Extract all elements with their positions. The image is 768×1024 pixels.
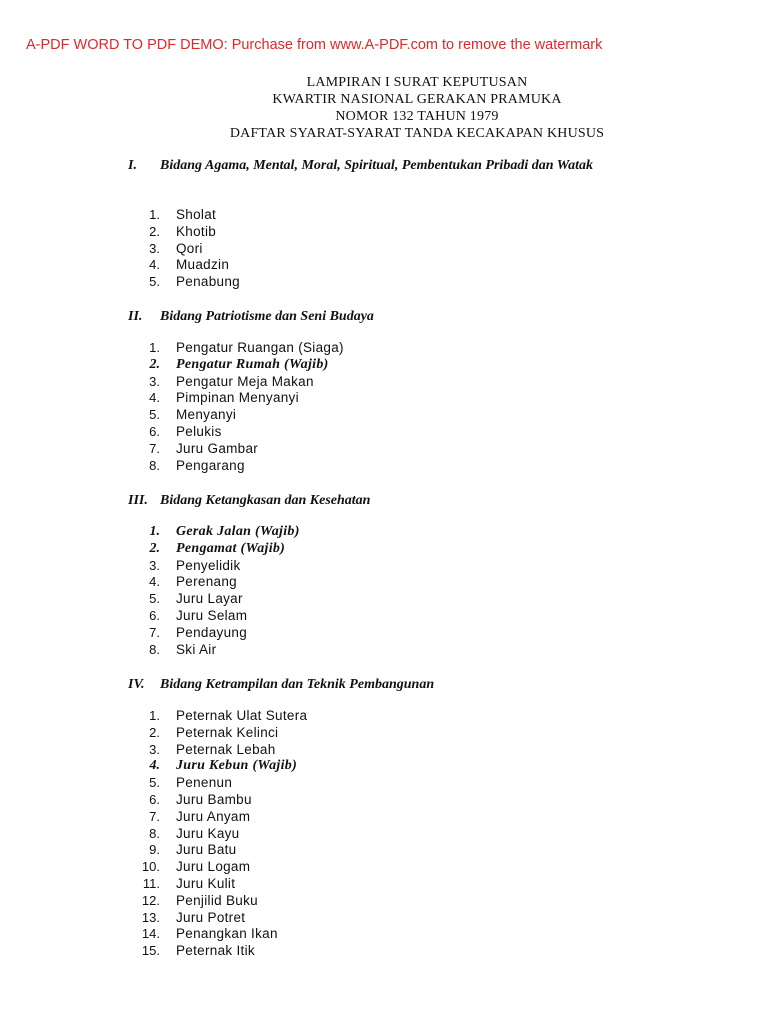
list-item-label: Pendayung bbox=[176, 624, 248, 640]
list-item bbox=[140, 859, 307, 876]
list-item-label: Juru Logam bbox=[176, 859, 251, 875]
list-item-label: Pengamat (Wajib) bbox=[176, 540, 286, 556]
header-line: DAFTAR SYARAT-SYARAT TANDA KECAKAPAN KHUSUS bbox=[229, 126, 605, 141]
list-item-number: 3. bbox=[149, 240, 160, 256]
list-item-label: Juru Potret bbox=[176, 909, 246, 925]
list-item-number: 5. bbox=[149, 407, 160, 423]
list-item-label: Khotib bbox=[176, 223, 217, 239]
list-item-number: 8. bbox=[149, 641, 160, 657]
list-item-number: 8. bbox=[149, 825, 160, 841]
list-item bbox=[140, 274, 240, 291]
list-item-label: Juru Gambar bbox=[176, 440, 259, 456]
list-item-number: 3. bbox=[149, 741, 160, 757]
list-item bbox=[140, 224, 240, 241]
header-line: NOMOR 132 TAHUN 1979 bbox=[335, 109, 499, 124]
list-item-label: Juru Kayu bbox=[176, 825, 240, 841]
list-item-label: Juru Bambu bbox=[176, 791, 252, 807]
list-item-number: 4. bbox=[149, 574, 160, 590]
list-item bbox=[140, 625, 300, 642]
list-item-label: Pengatur Rumah (Wajib) bbox=[176, 356, 329, 372]
list-item-number: 1. bbox=[149, 524, 160, 539]
list-item-number: 1. bbox=[149, 207, 160, 222]
list-item bbox=[140, 424, 344, 441]
list-item-label: Peternak Lebah bbox=[176, 741, 276, 757]
list-item bbox=[140, 742, 307, 759]
list-item bbox=[140, 758, 307, 775]
list-item bbox=[140, 792, 307, 809]
list-item-label: Peternak Kelinci bbox=[176, 724, 279, 740]
section-list-4 bbox=[140, 708, 307, 960]
list-item bbox=[140, 591, 300, 608]
document-header bbox=[0, 74, 768, 142]
list-item-label: Juru Kulit bbox=[176, 875, 236, 891]
list-item-number: 15. bbox=[141, 943, 160, 959]
list-item bbox=[140, 910, 307, 927]
list-item-label: Muadzin bbox=[176, 257, 230, 273]
list-item bbox=[140, 558, 300, 575]
section-numeral: III. bbox=[128, 493, 148, 508]
list-item bbox=[140, 340, 344, 357]
list-item-label: Penyelidik bbox=[176, 557, 241, 573]
list-item bbox=[140, 775, 307, 792]
list-item-number: 10. bbox=[141, 859, 160, 875]
section-heading: Bidang Patriotisme dan Seni Budaya bbox=[160, 309, 374, 324]
list-item bbox=[140, 458, 344, 475]
list-item-label: Qori bbox=[176, 240, 203, 256]
list-item bbox=[140, 390, 344, 407]
list-item bbox=[140, 826, 307, 843]
list-item-label: Pimpinan Menyanyi bbox=[176, 390, 299, 406]
header-line: LAMPIRAN I SURAT KEPUTUSAN bbox=[306, 75, 528, 90]
list-item-label: Penenun bbox=[176, 775, 233, 791]
list-item-number: 9. bbox=[149, 842, 160, 858]
list-item bbox=[140, 708, 307, 725]
list-item-number: 2. bbox=[149, 223, 160, 239]
section-heading: Bidang Ketangkasan dan Kesehatan bbox=[160, 493, 371, 508]
list-item-label: Juru Selam bbox=[176, 607, 248, 623]
list-item-number: 7. bbox=[149, 808, 160, 824]
list-item bbox=[140, 374, 344, 391]
list-item-label: Penjilid Buku bbox=[176, 892, 258, 908]
list-item-label: Sholat bbox=[176, 207, 217, 222]
list-item bbox=[140, 809, 307, 826]
list-item bbox=[140, 541, 300, 558]
list-item bbox=[140, 357, 344, 374]
list-item bbox=[140, 441, 344, 458]
section-numeral: II. bbox=[128, 309, 143, 324]
list-item bbox=[140, 524, 300, 541]
section-list-2 bbox=[140, 340, 344, 474]
section-title-1 bbox=[128, 157, 648, 174]
list-item-label: Juru Kebun (Wajib) bbox=[176, 758, 298, 774]
list-item-number: 14. bbox=[141, 926, 160, 942]
list-item-label: Pengatur Ruangan (Siaga) bbox=[176, 340, 344, 355]
section-title-2 bbox=[128, 308, 648, 325]
section-heading: Bidang Agama, Mental, Moral, Spiritual, Pembentukan Pribadi dan Watak bbox=[160, 158, 594, 173]
list-item-number: 12. bbox=[141, 892, 160, 908]
list-item-label: Peternak Ulat Sutera bbox=[176, 708, 308, 723]
list-item-label: Pelukis bbox=[176, 423, 222, 439]
list-item-number: 3. bbox=[149, 557, 160, 573]
section-numeral: I. bbox=[128, 158, 137, 173]
list-item-number: 1. bbox=[149, 708, 160, 723]
list-item bbox=[140, 241, 240, 258]
list-item-number: 4. bbox=[149, 257, 160, 273]
list-item bbox=[140, 876, 307, 893]
section-list-1 bbox=[140, 207, 240, 291]
list-item bbox=[140, 257, 240, 274]
list-item-number: 7. bbox=[149, 624, 160, 640]
list-item bbox=[140, 725, 307, 742]
section-title-4 bbox=[128, 676, 648, 693]
list-item-number: 6. bbox=[149, 423, 160, 439]
list-item-number: 11. bbox=[142, 875, 160, 891]
list-item-number: 4. bbox=[149, 758, 160, 774]
section-heading: Bidang Ketrampilan dan Teknik Pembangunan bbox=[160, 677, 435, 692]
list-item bbox=[140, 842, 307, 859]
list-item-number: 1. bbox=[149, 340, 160, 355]
list-item-number: 4. bbox=[149, 390, 160, 406]
list-item-number: 5. bbox=[149, 274, 160, 290]
list-item-number: 2. bbox=[149, 724, 160, 740]
list-item-label: Gerak Jalan (Wajib) bbox=[176, 524, 300, 539]
list-item-number: 5. bbox=[149, 775, 160, 791]
list-item-label: Juru Batu bbox=[176, 842, 237, 858]
section-list-3 bbox=[140, 524, 300, 658]
list-item-label: Juru Layar bbox=[176, 591, 243, 607]
list-item-label: Perenang bbox=[176, 574, 237, 590]
list-item-label: Penangkan Ikan bbox=[176, 926, 278, 942]
watermark-text: A-PDF WORD TO PDF DEMO: Purchase from www.A-PDF.com to remove the watermark bbox=[26, 37, 603, 53]
header-line: KWARTIR NASIONAL GERAKAN PRAMUKA bbox=[272, 92, 562, 107]
list-item-label: Juru Anyam bbox=[176, 808, 251, 824]
list-item-label: Pengarang bbox=[176, 457, 245, 473]
list-item-number: 6. bbox=[149, 607, 160, 623]
list-item-label: Ski Air bbox=[176, 641, 217, 657]
list-item-number: 2. bbox=[149, 356, 160, 372]
list-item bbox=[140, 574, 300, 591]
list-item-label: Pengatur Meja Makan bbox=[176, 373, 314, 389]
section-title-3 bbox=[128, 492, 648, 509]
list-item-label: Penabung bbox=[176, 274, 240, 290]
list-item-number: 2. bbox=[149, 540, 160, 556]
section-numeral: IV. bbox=[128, 677, 145, 692]
list-item-number: 3. bbox=[149, 373, 160, 389]
list-item-number: 8. bbox=[149, 457, 160, 473]
list-item-number: 6. bbox=[149, 791, 160, 807]
list-item bbox=[140, 893, 307, 910]
list-item bbox=[140, 642, 300, 659]
list-item bbox=[140, 943, 307, 960]
list-item-label: Menyanyi bbox=[176, 407, 237, 423]
list-item bbox=[140, 608, 300, 625]
list-item-number: 7. bbox=[149, 440, 160, 456]
list-item-number: 13. bbox=[141, 909, 160, 925]
list-item bbox=[140, 207, 240, 224]
list-item-label: Peternak Itik bbox=[176, 943, 255, 959]
list-item bbox=[140, 926, 307, 943]
list-item-number: 5. bbox=[149, 591, 160, 607]
list-item bbox=[140, 407, 344, 424]
